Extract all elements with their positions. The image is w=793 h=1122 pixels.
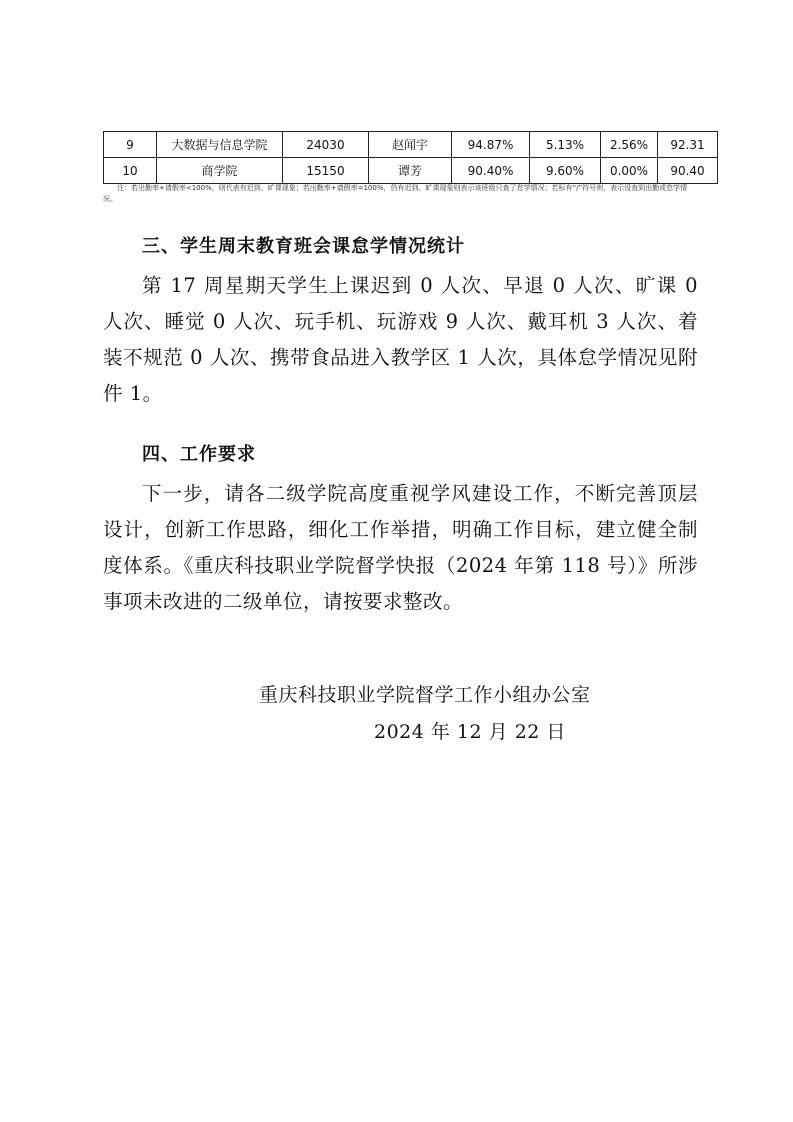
table-cell: 94.87%: [452, 132, 530, 158]
table-cell: 92.31: [658, 132, 718, 158]
table-cell: 90.40: [658, 158, 718, 184]
section-4-heading: 四、工作要求: [142, 444, 256, 465]
table-cell: 2.56%: [601, 132, 658, 158]
table-cell: 24030: [283, 132, 369, 158]
table-cell: 15150: [283, 158, 369, 184]
table-row: [104, 132, 718, 158]
table-cell: 0.00%: [601, 158, 658, 184]
table-cell: 9: [104, 132, 157, 158]
section-3-heading: 三、学生周末教育班会课怠学情况统计: [142, 236, 465, 257]
table-cell: 商学院: [157, 158, 283, 184]
section-4-paragraph: 下一步，请各二级学院高度重视学风建设工作，不断完善顶层设计，创新工作思路，细化工作举措，明确工作目标，建立健全制度体系。《重庆科技职业学院督学快报（2024 年第 118 号）》所涉事项未改进的二级单位，请按要求整改。: [103, 482, 698, 613]
signature-date: 2024 年 12 月 22 日: [374, 721, 566, 743]
table-cell: 90.40%: [452, 158, 530, 184]
table-cell: 9.60%: [530, 158, 601, 184]
table-cell: 谭芳: [369, 158, 452, 184]
signature-office: 重庆科技职业学院督学工作小组办公室: [259, 684, 591, 706]
table-row: [104, 158, 718, 184]
section-3-paragraph: 第 17 周星期天学生上课迟到 0 人次、早退 0 人次、旷课 0 人次、睡觉 0 人次、玩手机、玩游戏 9 人次、戴耳机 3 人次、着装不规范 0 人次、携带食品进入教学区 1 人次，具体怠学情况见附件 1。: [103, 274, 698, 405]
table-cell: 赵闻宇: [369, 132, 452, 158]
attendance-table: [103, 131, 718, 184]
table-cell: 5.13%: [530, 132, 601, 158]
table-cell: 10: [104, 158, 157, 184]
table-footnote: 注：若出勤率+请假率<100%，则代表有迟到、旷课现象；若出勤率+请假率=100%，仍有迟到、旷课现象则表示该班级只查了怠学情况；若标有“/”符号则，表示没查到出勤或怠学情况。: [103, 184, 688, 203]
table-cell: 大数据与信息学院: [157, 132, 283, 158]
